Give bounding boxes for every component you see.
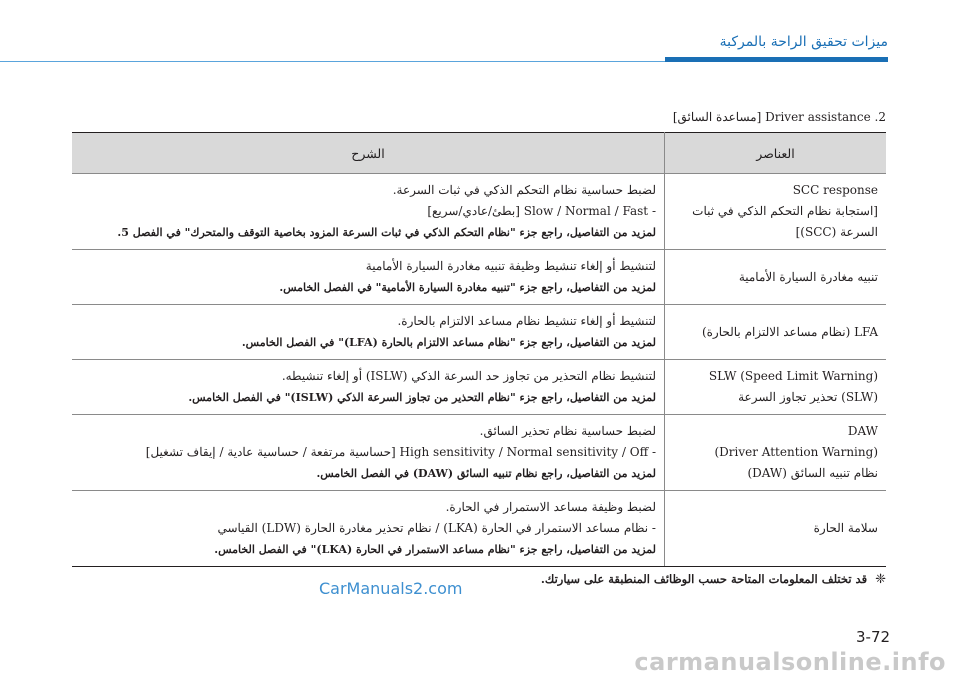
description-line: لتنشيط أو إلغاء تنشيط نظام مساعد الالتزام بالحارة. [397,314,656,328]
column-header-items: العناصر [665,133,887,174]
row-item-cell [665,250,887,305]
footnote-text: قد تختلف المعلومات المتاحة حسب الوظائف المنطبقة على سيارتك. [540,572,868,586]
footnote [541,572,886,587]
item-line: (SLW) تحذير تجاوز السرعة [738,390,878,404]
footnote-symbol-icon: ❈ [875,572,886,587]
description-line: - نظام مساعد الاستمرار في الحارة (LKA) / نظام تحذير مغادرة الحارة (LDW) القياسي [217,521,656,535]
row-description-cell [72,415,665,491]
description-line: لضبط وظيفة مساعد الاستمرار في الحارة. [445,500,656,514]
row-item-cell [665,360,887,415]
row-description-cell [72,305,665,360]
reference-note: لمزيد من التفاصيل، راجع جزء "نظام التحذير من تجاوز السرعة الذكي (ISLW)" في الفصل الخامس. [188,391,656,404]
row-item-cell [665,491,887,567]
footer-site-watermark: carmanualsonline.info [634,648,946,676]
row-item-cell [665,305,887,360]
description-line: لضبط حساسية نظام تحذير السائق. [479,424,656,438]
table-row [72,491,886,567]
description-line: لتنشيط أو إلغاء تنشيط وظيفة تنبيه مغادرة السيارة الأمامية [365,259,656,273]
watermark: CarManuals2.com [319,579,463,598]
row-description-cell [72,491,665,567]
item-line: [استجابة نظام التحكم الذكي في ثبات [692,204,878,218]
table-row [72,250,886,305]
reference-note: لمزيد من التفاصيل، راجع نظام تنبيه السائق (DAW) في الفصل الخامس. [316,467,656,480]
chapter-title: ميزات تحقيق الراحة بالمركبة [719,34,888,50]
table-row [72,360,886,415]
item-line: LFA (نظام مساعد الالتزام بالحارة) [701,324,878,339]
reference-note: لمزيد من التفاصيل، راجع جزء "نظام مساعد الاستمرار في الحارة (LKA)" في الفصل الخامس. [214,543,656,556]
table-header-row [72,133,886,174]
page-number: 3-72 [856,628,891,646]
reference-note: لمزيد من التفاصيل، راجع جزء "تنبيه مغادرة السيارة الأمامية" في الفصل الخامس. [279,281,656,294]
row-description-cell [72,250,665,305]
header-rule [0,61,665,62]
item-line: السرعة (SCC)] [795,225,878,239]
description-line: - Slow / Normal / Fast [بطئ/عادي/سريع] [427,204,656,218]
item-line: تنبيه مغادرة السيارة الأمامية [738,269,878,284]
item-line: سلامة الحارة [813,521,878,535]
reference-note: لمزيد من التفاصيل، راجع جزء "نظام مساعد الالتزام بالحارة (LFA)" في الفصل الخامس. [241,336,656,349]
header-accent-bar [665,57,888,62]
section-title: 2. Driver assistance [مساعدة السائق] [672,110,886,124]
table-row [72,415,886,491]
table-row [72,305,886,360]
row-item-cell [665,415,887,491]
table-row [72,174,886,250]
description-line: - High sensitivity / Normal sensitivity / Off [حساسية مرتفعة / حساسية عادية / إيقاف تشغيل] [145,445,656,459]
item-line: (Driver Attention Warning) [714,445,878,459]
item-line: DAW [847,424,878,438]
row-item-cell [665,174,887,250]
reference-note: لمزيد من التفاصيل، راجع جزء "نظام التحكم الذكي في ثبات السرعة المزود بخاصية التوقف والمتحرك" في الفصل 5. [117,226,656,239]
description-line: لضبط حساسية نظام التحكم الذكي في ثبات السرعة. [392,183,656,197]
row-description-cell [72,174,665,250]
description-line: لتنشيط نظام التحذير من تجاوز حد السرعة الذكي (ISLW) أو إلغاء تنشيطه. [281,369,656,383]
column-header-description: الشرح [72,133,665,174]
item-line: SCC response [792,183,878,197]
item-line: SLW (Speed Limit Warning) [708,369,878,383]
row-description-cell [72,360,665,415]
settings-table [72,132,886,567]
item-line: نظام تنبيه السائق (DAW) [747,466,878,480]
